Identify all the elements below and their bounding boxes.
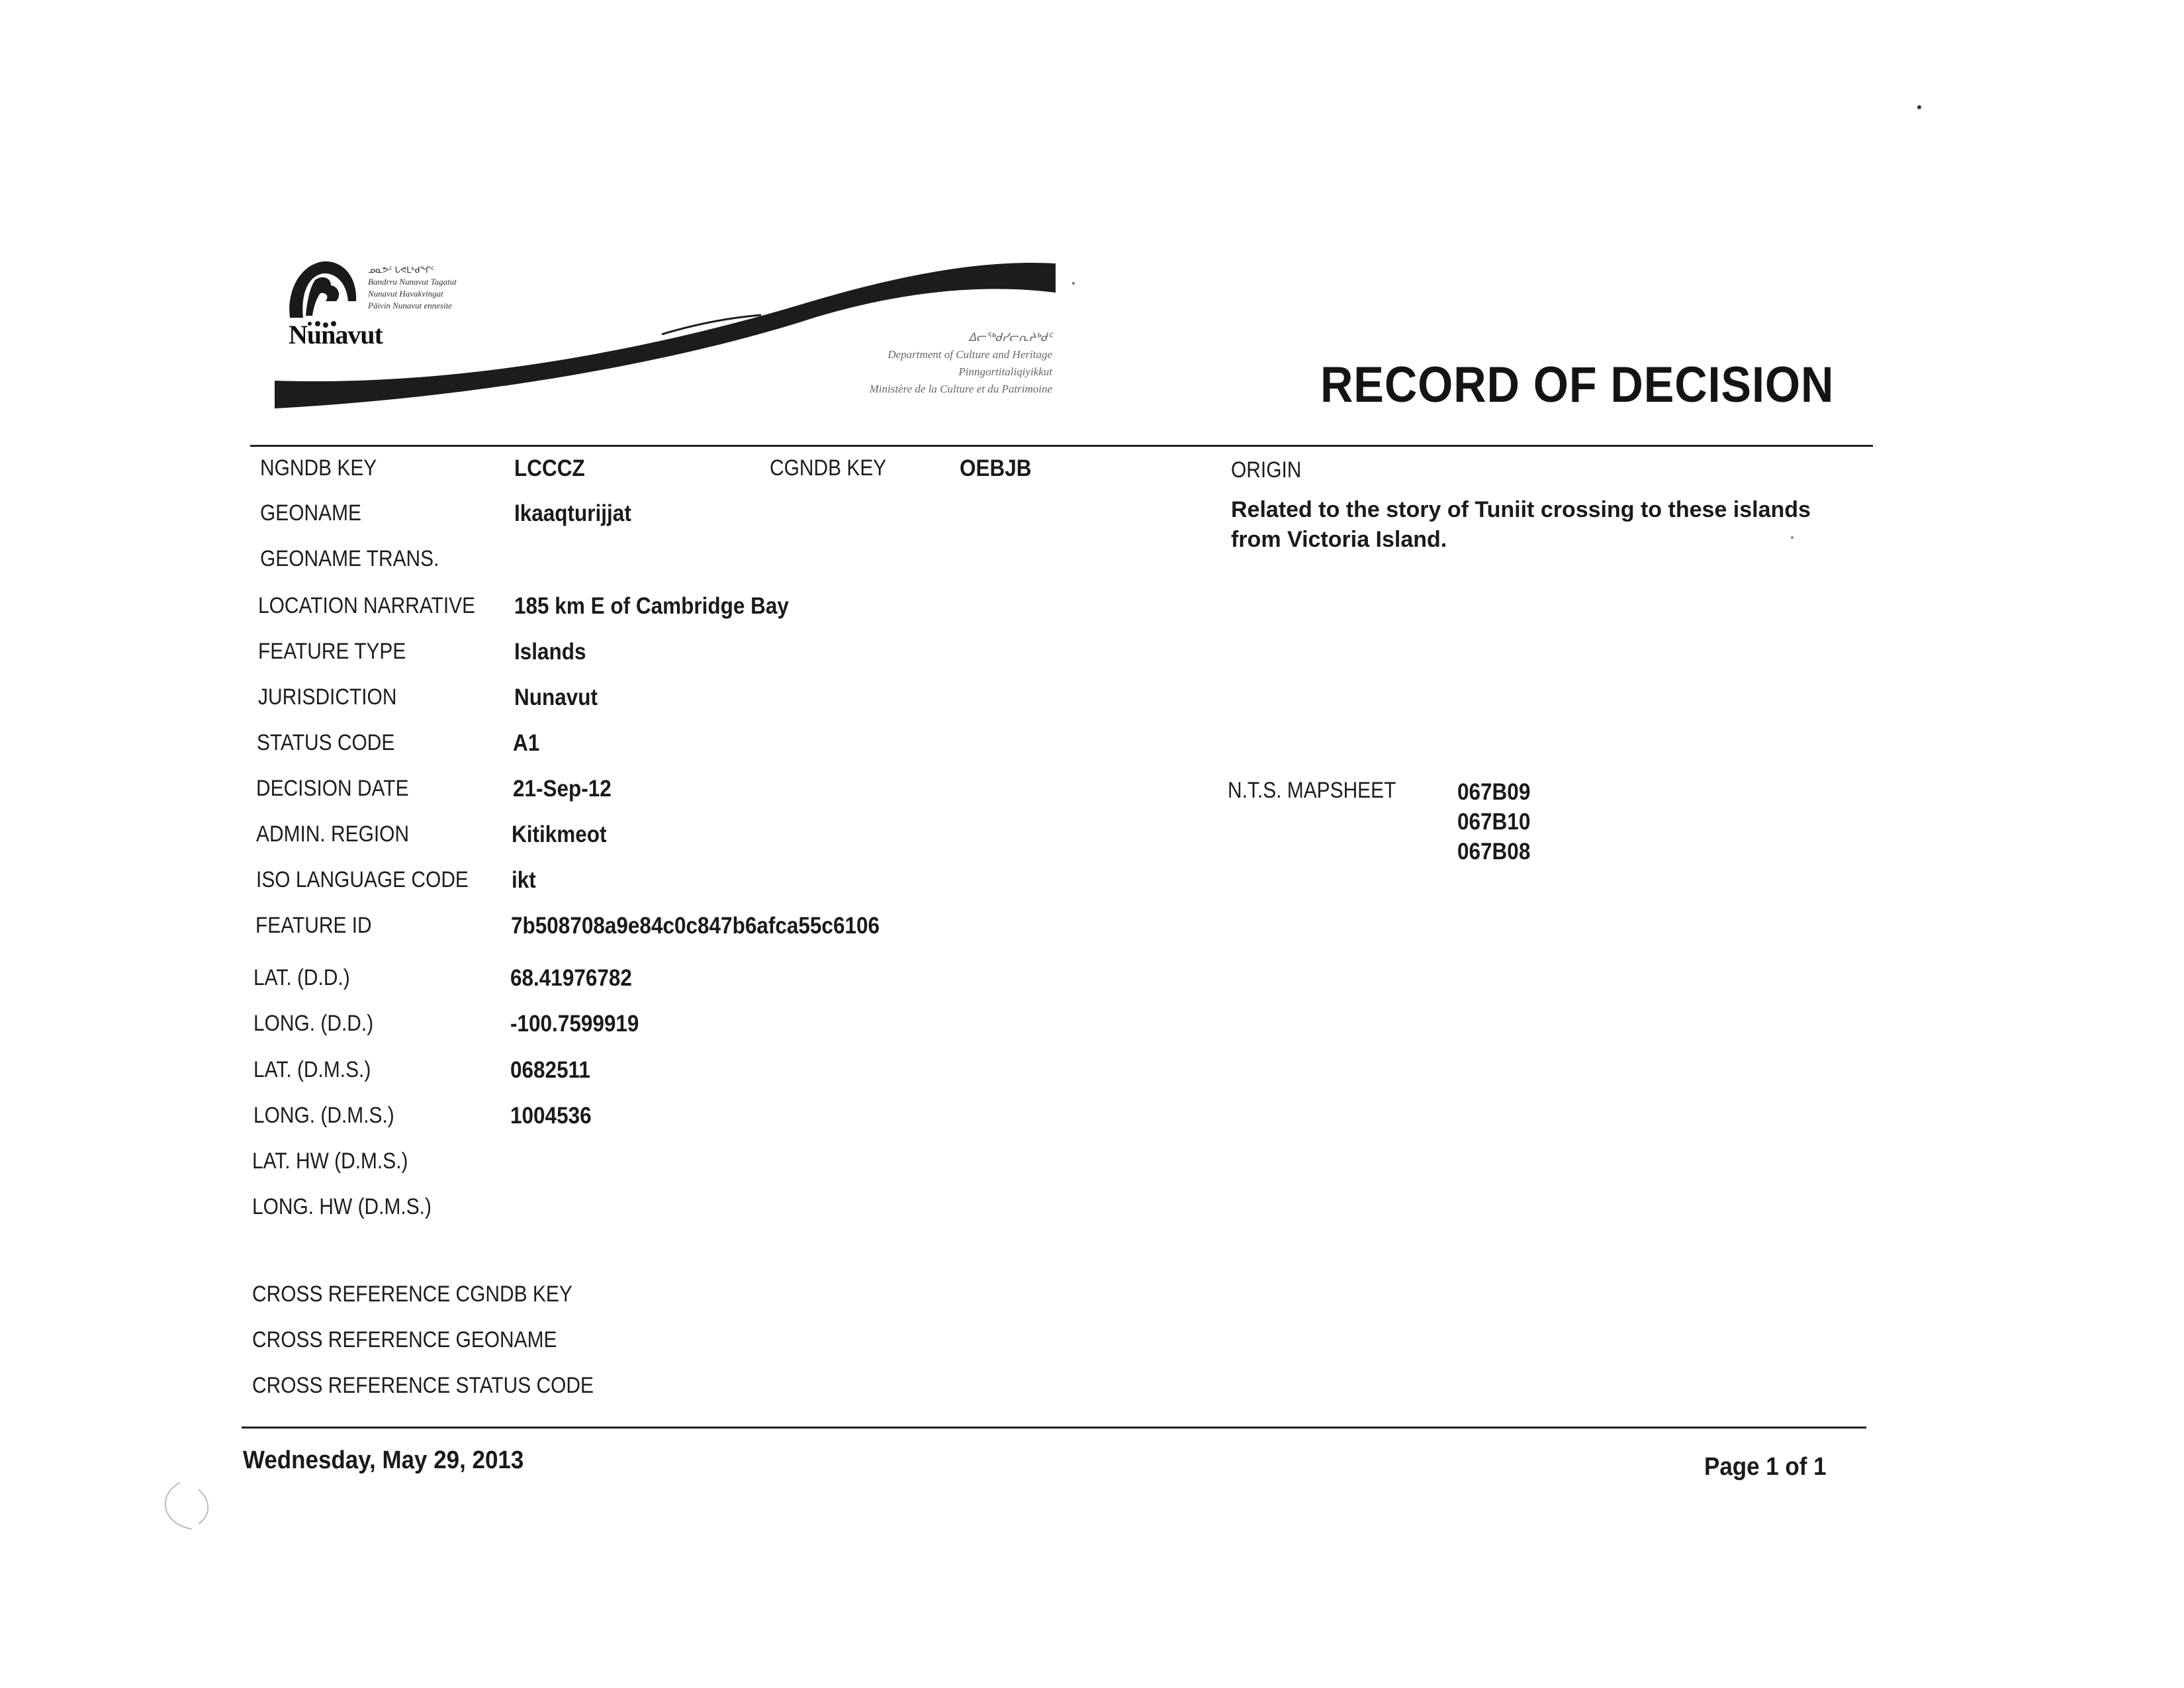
long-dms-label: LONG. (D.M.S.): [253, 1103, 394, 1128]
lat-dms-value: 0682511: [510, 1057, 590, 1083]
cross-reference-status-code-label: CROSS REFERENCE STATUS CODE: [252, 1373, 594, 1398]
header-divider: [250, 445, 1873, 447]
origin-label: ORIGIN: [1231, 457, 1302, 483]
status-code-label: STATUS CODE: [257, 730, 395, 755]
decision-date-value: 21-Sep-12: [513, 776, 612, 802]
footer-divider: [242, 1427, 1866, 1429]
long-dd-value: -100.7599919: [510, 1011, 639, 1037]
page-title: RECORD OF DECISION: [1320, 357, 1835, 413]
iso-language-code-label: ISO LANGUAGE CODE: [256, 867, 469, 892]
logo-text-line: Nunavut Havakvingat: [368, 289, 443, 299]
nts-mapsheet-value: 067B09: [1457, 779, 1531, 805]
logo-text-line: ᓄᓇᕗᑦ ᒐᕙᒪᒃᑯᖏᑦ: [368, 265, 435, 275]
long-hw-dms-label: LONG. HW (D.M.S.): [252, 1194, 432, 1219]
nts-mapsheet-value: 067B10: [1457, 809, 1531, 835]
ngndb-key-value: LCCCZ: [514, 455, 585, 481]
page-number: Page 1 of 1: [1704, 1453, 1827, 1481]
cross-reference-geoname-label: CROSS REFERENCE GEONAME: [252, 1327, 557, 1352]
origin-text: Related to the story of Tuniit crossing to these islands from Victoria Island.: [1231, 497, 1811, 552]
footer-date: Wednesday, May 29, 2013: [243, 1446, 524, 1474]
geoname-label: GEONAME: [260, 500, 361, 526]
department-line: Pinngortitaliqiyikkut: [958, 365, 1052, 378]
department-line: Ministère de la Culture et du Patrimoine: [869, 383, 1052, 395]
lat-dd-value: 68.41976782: [510, 965, 632, 991]
geoname-value: Ikaaqturijjat: [514, 500, 631, 526]
logo-text-line: Bandrru Nunavut Tagatut: [368, 277, 457, 287]
lat-hw-dms-label: LAT. HW (D.M.S.): [252, 1149, 408, 1174]
lat-dd-label: LAT. (D.D.): [253, 965, 350, 990]
long-dms-value: 1004536: [510, 1103, 592, 1129]
geoname-trans-label: GEONAME TRANS.: [260, 546, 439, 571]
jurisdiction-label: JURISDICTION: [258, 684, 397, 710]
cgndb-key-label: CGNDB KEY: [770, 455, 887, 481]
feature-type-value: Islands: [514, 639, 586, 665]
logo-wordmark: Nunavut: [289, 320, 383, 350]
feature-id-value: 7b508708a9e84c0c847b6afca55c6106: [511, 913, 880, 939]
iso-language-code-value: ikt: [512, 867, 536, 893]
feature-type-label: FEATURE TYPE: [258, 639, 406, 664]
jurisdiction-value: Nunavut: [514, 684, 598, 710]
location-narrative-label: LOCATION NARRATIVE: [258, 593, 476, 618]
feature-id-label: FEATURE ID: [255, 913, 372, 938]
department-line: ᐃᓕᖅᑯᓯᓕᕆᔨᒃᑯᑦ: [968, 331, 1052, 344]
department-line: Department of Culture and Heritage: [887, 348, 1052, 361]
decision-date-label: DECISION DATE: [256, 776, 409, 801]
cgndb-key-value: OEBJB: [960, 455, 1032, 481]
nts-mapsheet-value: 067B08: [1457, 839, 1531, 865]
long-dd-label: LONG. (D.D.): [253, 1011, 374, 1036]
ngndb-key-label: NGNDB KEY: [260, 455, 377, 481]
cross-reference-cgndb-key-label: CROSS REFERENCE CGNDB KEY: [252, 1282, 572, 1307]
logo-text-line: Pāivin Nunavut ennesite: [368, 301, 453, 310]
admin-region-label: ADMIN. REGION: [256, 821, 410, 847]
location-narrative-value: 185 km E of Cambridge Bay: [514, 593, 789, 619]
status-code-value: A1: [513, 730, 540, 756]
lat-dms-label: LAT. (D.M.S.): [253, 1057, 371, 1082]
nts-mapsheet-label: N.T.S. MAPSHEET: [1228, 778, 1396, 803]
admin-region-value: Kitikmeot: [512, 821, 607, 847]
